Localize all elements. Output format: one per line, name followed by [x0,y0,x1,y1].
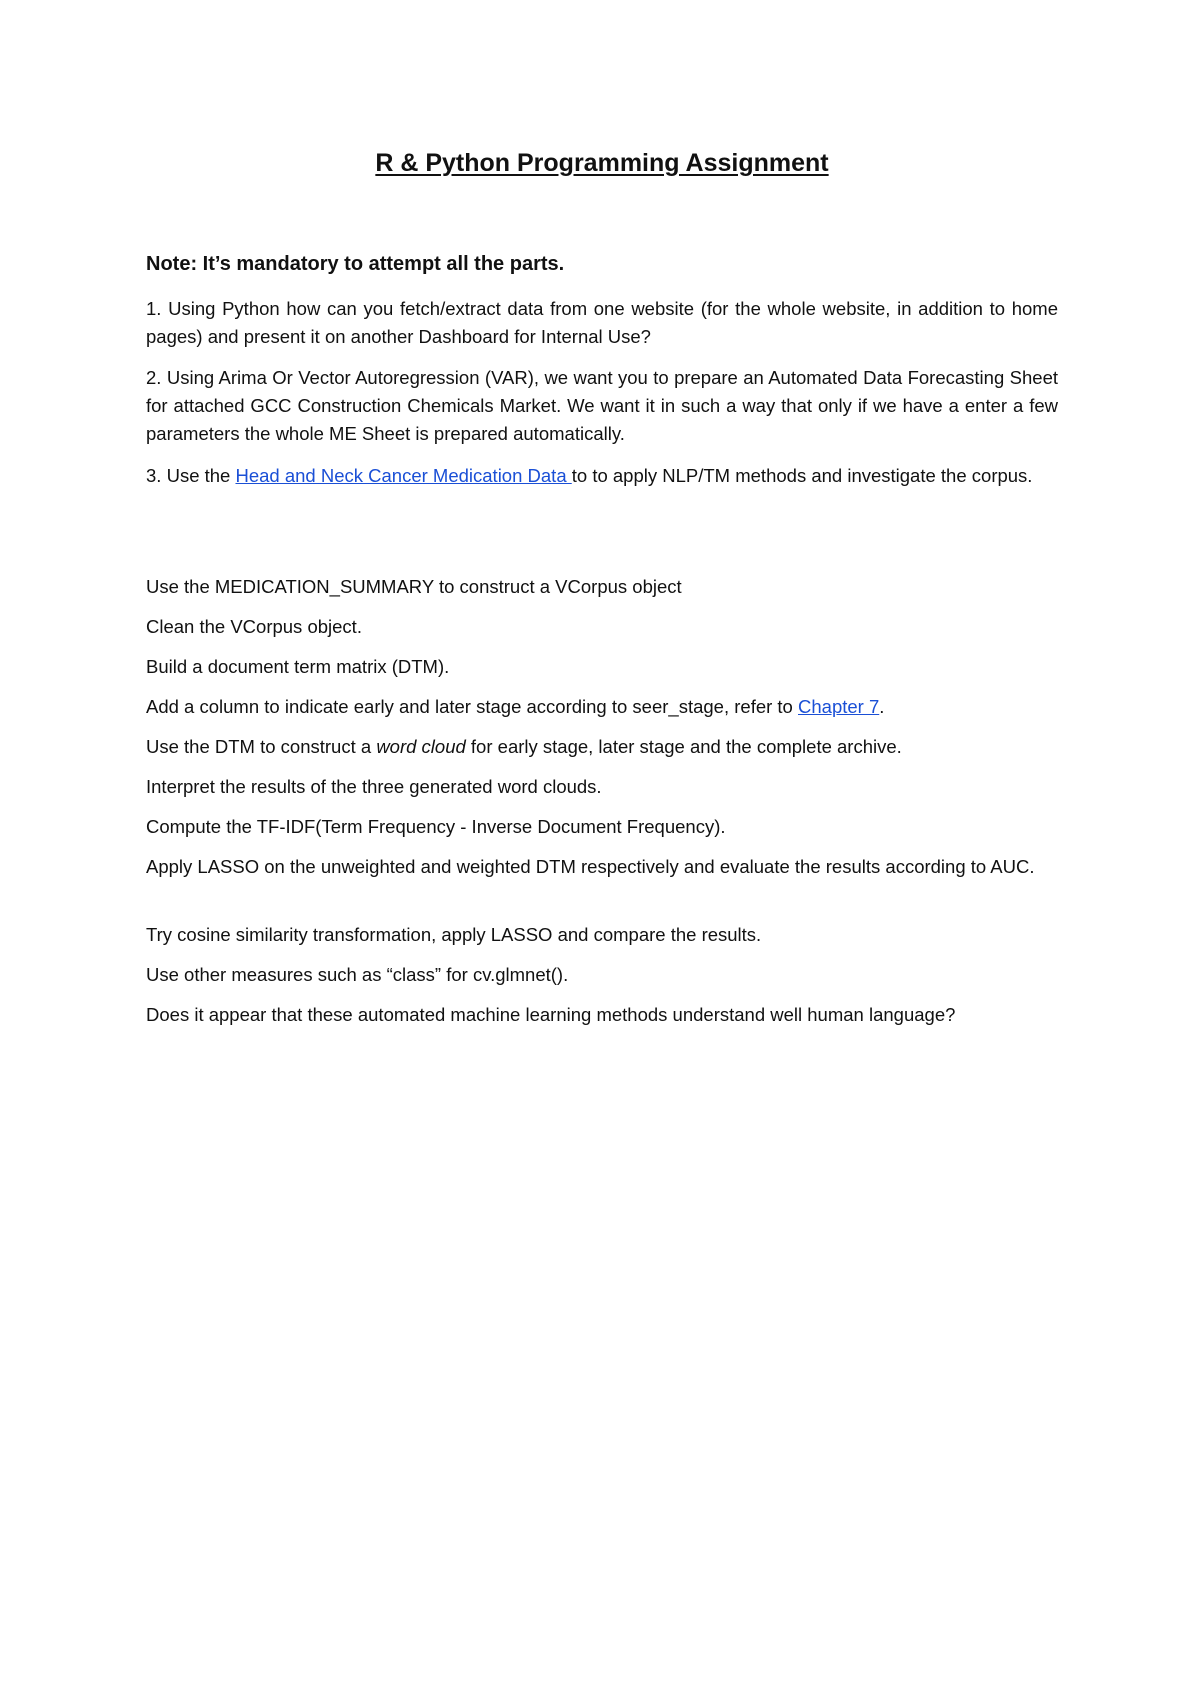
page-title: R & Python Programming Assignment [375,149,829,177]
medication-data-link[interactable]: Head and Neck Cancer Medication Data [235,465,572,486]
step-item-wordcloud [146,733,1058,761]
step-wordcloud-italic: word cloud [376,736,466,757]
question-3-text-before: Use the [166,465,236,486]
step-chapter-text: Add a column to indicate early and later stage according to seer_stage, refer to [146,696,798,717]
question-1 [146,295,1058,351]
step-item: Use the MEDICATION_SUMMARY to construct a VCorpus object [146,576,682,597]
step-wordcloud-before: Use the DTM to construct a [146,736,377,757]
step-item: Use other measures such as “class” for cv.glmnet(). [146,964,569,985]
step-item: Does it appear that these automated machine learning methods understand well human language? [146,1004,956,1025]
mandatory-note: Note: It’s mandatory to attempt all the parts. [146,253,565,275]
step-wordcloud-after: for early stage, later stage and the complete archive. [465,736,902,757]
step-item: Compute the TF-IDF(Term Frequency - Inverse Document Frequency). [146,816,726,837]
step-item: Interpret the results of the three generated word clouds. [146,776,602,797]
step-item: Apply LASSO on the unweighted and weighted DTM respectively and evaluate the results according to AUC. [146,856,1035,877]
question-1-number: 1. [146,298,162,319]
step-item: Clean the VCorpus object. [146,616,362,637]
question-1-text: Using Python how can you fetch/extract data from one website (for the whole website, in addition to home pages) and present it on another Dashboard for Internal Use? [146,298,1059,347]
question-3 [146,462,1058,490]
step-item-chapter [146,693,1058,721]
question-2 [146,364,1058,448]
step-chapter-end: . [879,696,885,717]
chapter-7-link[interactable]: Chapter 7 [798,696,880,717]
question-2-text: Using Arima Or Vector Autoregression (VAR), we want you to prepare an Automated Data Forecasting Sheet for attached GCC Construction Chemicals Market. We want it in such a way that only if we have a enter a few parameters the whole ME Sheet is prepared automatically. [146,367,1058,444]
step-item: Build a document term matrix (DTM). [146,656,450,677]
question-3-number: 3. [146,465,162,486]
question-2-number: 2. [146,367,162,388]
question-3-text-after: to to apply NLP/TM methods and investigate the corpus. [571,465,1033,486]
step-item: Try cosine similarity transformation, apply LASSO and compare the results. [146,924,762,945]
